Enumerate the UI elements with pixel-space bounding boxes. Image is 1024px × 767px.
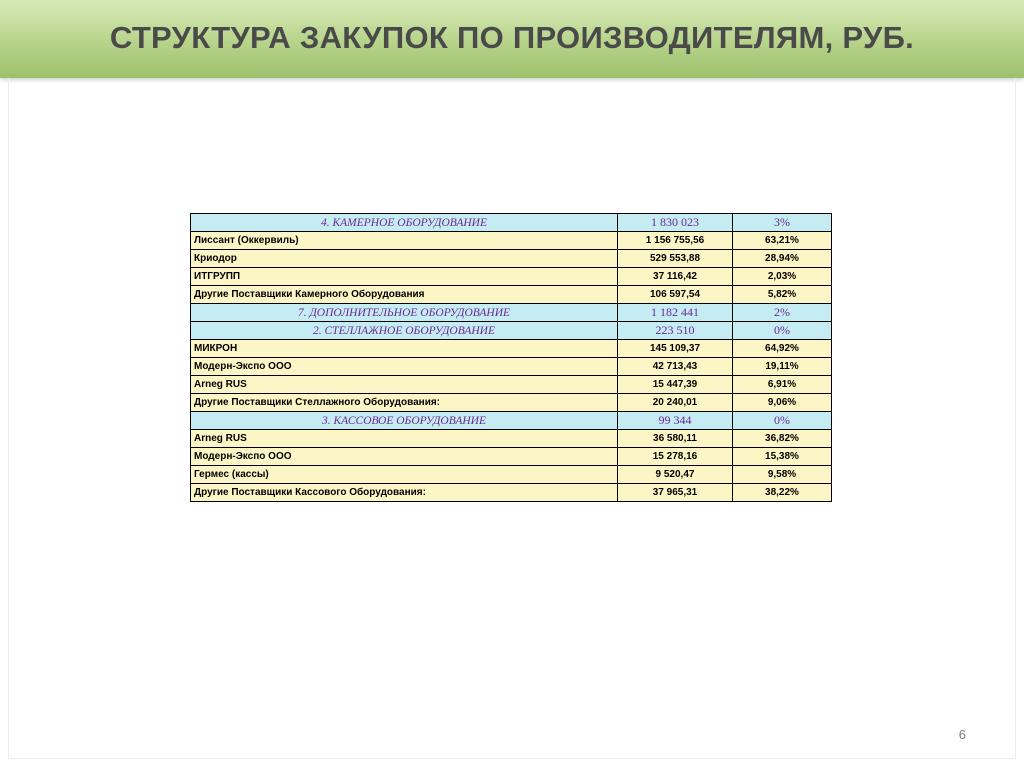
supplier-name-cell: Arneg RUS	[191, 430, 618, 448]
supplier-row	[191, 376, 832, 394]
procurement-table	[190, 213, 832, 502]
amount-cell: 223 510	[618, 322, 733, 340]
amount-cell: 42 713,43	[618, 358, 733, 376]
share-cell: 63,21%	[733, 232, 832, 250]
share-cell: 2%	[733, 304, 832, 322]
supplier-name-cell: Лиссант (Оккервиль)	[191, 232, 618, 250]
supplier-row	[191, 358, 832, 376]
supplier-name-cell: Модерн-Экспо ООО	[191, 358, 618, 376]
amount-cell: 15 447,39	[618, 376, 733, 394]
share-cell: 3%	[733, 214, 832, 232]
share-cell: 6,91%	[733, 376, 832, 394]
share-cell: 2,03%	[733, 268, 832, 286]
supplier-name-cell: Криодор	[191, 250, 618, 268]
supplier-row	[191, 268, 832, 286]
amount-cell: 529 553,88	[618, 250, 733, 268]
supplier-name-cell: Другие Поставщики Кассового Оборудования:	[191, 484, 618, 502]
title-bar	[0, 0, 1024, 78]
supplier-name-cell: Arneg RUS	[191, 376, 618, 394]
supplier-name-cell: Другие Поставщики Камерного Оборудования	[191, 286, 618, 304]
supplier-row	[191, 250, 832, 268]
share-cell: 5,82%	[733, 286, 832, 304]
share-cell: 9,06%	[733, 394, 832, 412]
supplier-row	[191, 286, 832, 304]
amount-cell: 15 278,16	[618, 448, 733, 466]
section-row	[191, 412, 832, 430]
supplier-row	[191, 448, 832, 466]
share-cell: 28,94%	[733, 250, 832, 268]
section-name-cell: 2. СТЕЛЛАЖНОЕ ОБОРУДОВАНИЕ	[191, 322, 618, 340]
amount-cell: 99 344	[618, 412, 733, 430]
page-number: 6	[958, 727, 966, 742]
supplier-name-cell: Гермес (кассы)	[191, 466, 618, 484]
amount-cell: 145 109,37	[618, 340, 733, 358]
amount-cell: 20 240,01	[618, 394, 733, 412]
supplier-row	[191, 232, 832, 250]
share-cell: 0%	[733, 322, 832, 340]
amount-cell: 9 520,47	[618, 466, 733, 484]
supplier-row	[191, 466, 832, 484]
supplier-row	[191, 394, 832, 412]
section-row	[191, 304, 832, 322]
amount-cell: 36 580,11	[618, 430, 733, 448]
supplier-name-cell: МИКРОН	[191, 340, 618, 358]
procurement-table-body	[191, 214, 832, 502]
supplier-row	[191, 484, 832, 502]
supplier-name-cell: Другие Поставщики Стеллажного Оборудования:	[191, 394, 618, 412]
share-cell: 36,82%	[733, 430, 832, 448]
slide-title: СТРУКТУРА ЗАКУПОК ПО ПРОИЗВОДИТЕЛЯМ, РУБ.	[109, 20, 915, 55]
amount-cell: 1 182 441	[618, 304, 733, 322]
section-row	[191, 214, 832, 232]
amount-cell: 37 965,31	[618, 484, 733, 502]
amount-cell: 1 156 755,56	[618, 232, 733, 250]
share-cell: 15,38%	[733, 448, 832, 466]
supplier-row	[191, 430, 832, 448]
section-name-cell: 7. ДОПОЛНИТЕЛЬНОЕ ОБОРУДОВАНИЕ	[191, 304, 618, 322]
amount-cell: 106 597,54	[618, 286, 733, 304]
supplier-row	[191, 340, 832, 358]
share-cell: 38,22%	[733, 484, 832, 502]
supplier-name-cell: Модерн-Экспо ООО	[191, 448, 618, 466]
section-name-cell: 3. КАССОВОЕ ОБОРУДОВАНИЕ	[191, 412, 618, 430]
supplier-name-cell: ИТГРУПП	[191, 268, 618, 286]
share-cell: 19,11%	[733, 358, 832, 376]
share-cell: 9,58%	[733, 466, 832, 484]
section-row	[191, 322, 832, 340]
share-cell: 0%	[733, 412, 832, 430]
amount-cell: 1 830 023	[618, 214, 733, 232]
section-name-cell: 4. КАМЕРНОЕ ОБОРУДОВАНИЕ	[191, 214, 618, 232]
share-cell: 64,92%	[733, 340, 832, 358]
amount-cell: 37 116,42	[618, 268, 733, 286]
